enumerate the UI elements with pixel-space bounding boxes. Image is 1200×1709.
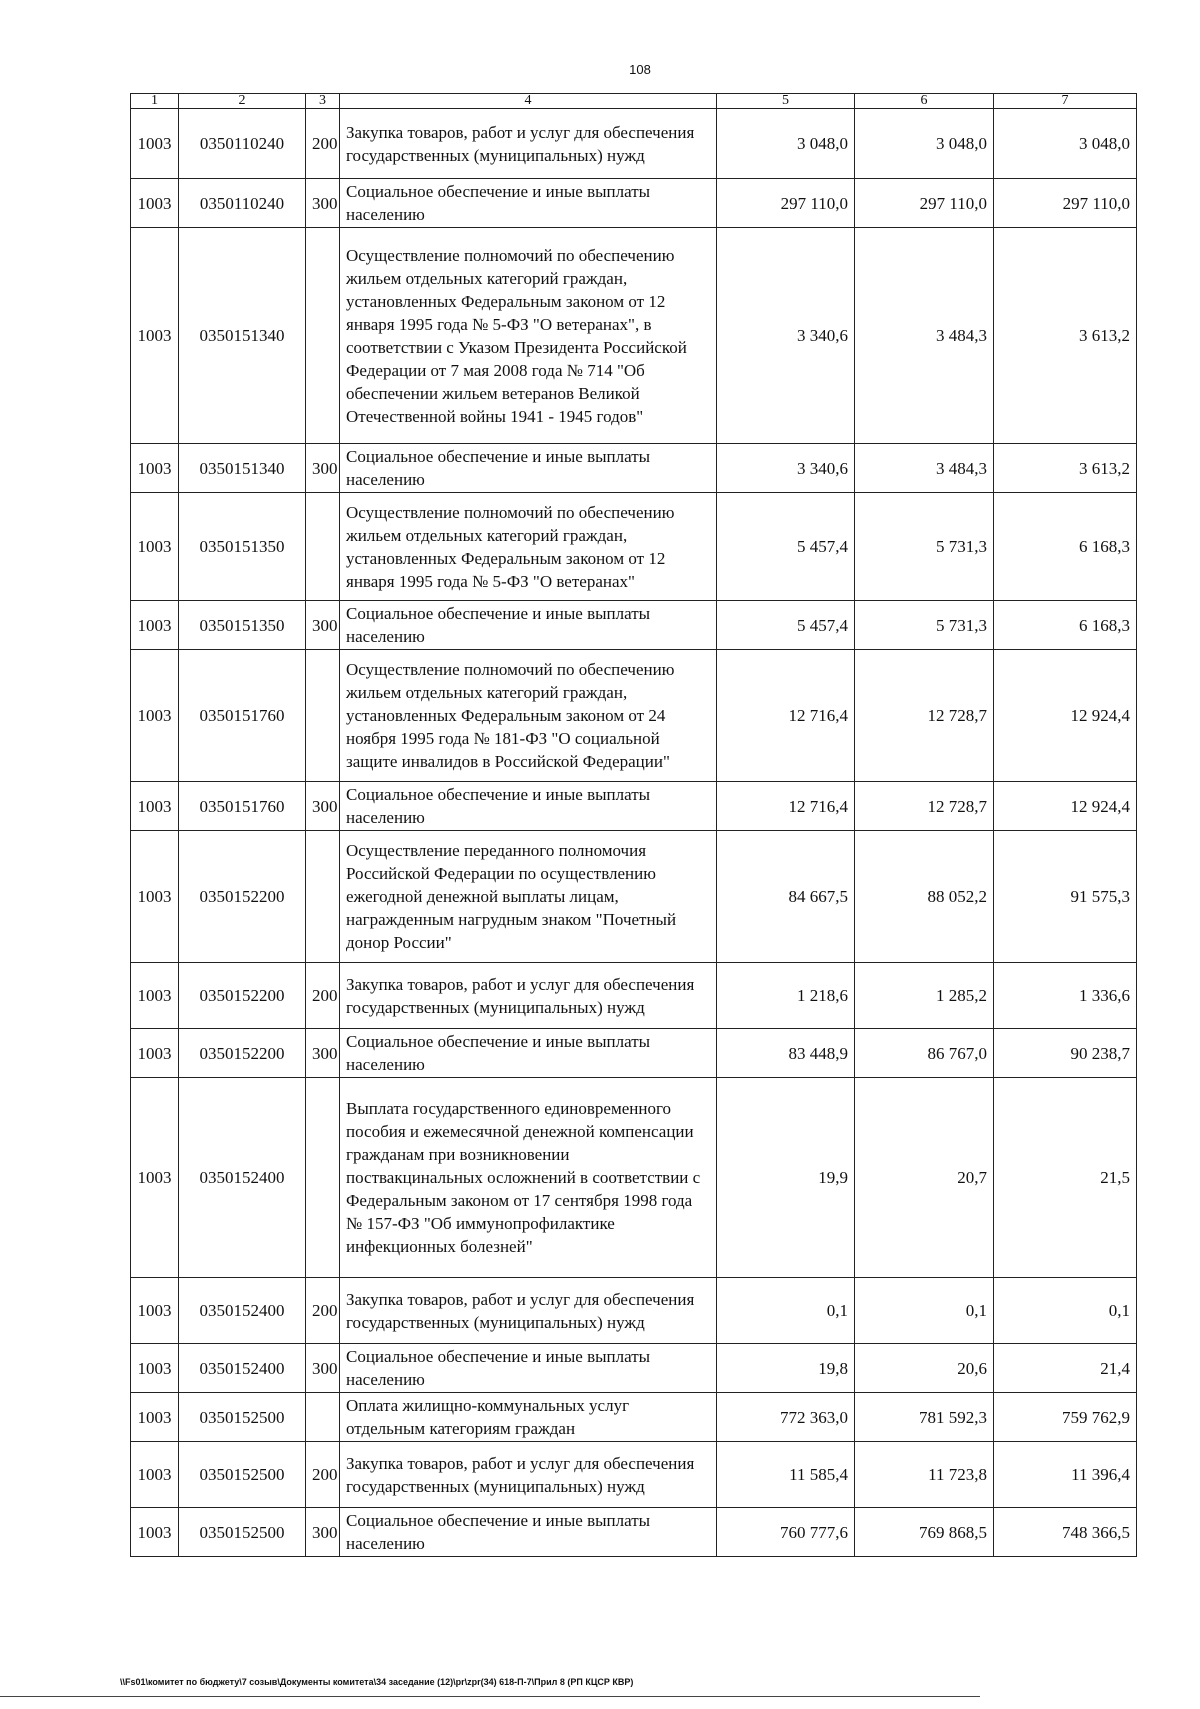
footer-file-path: \\Fs01\комитет по бюджету\7 созыв\Документы комитета\34 заседание (12)\pr\zpr(34) 618-П-7\Прил 8 (РП КЦСР КВР) [120,1677,634,1687]
section-code-cell: 1003 [131,1344,179,1393]
description-cell: Осуществление полномочий по обеспечению жильем отдельных категорий граждан, установленных Федеральным законом от 12 января 1995 года № 5-ФЗ "О ветеранах", в соответствии с Указом Президента Российской Федерации от 7 мая 2008 года № 714 "Об обеспечении жильем ветеранов Великой Отечественной войны 1941 - 1945 годов" [340,228,717,444]
section-code-cell: 1003 [131,1078,179,1278]
amount-year-3-cell: 21,5 [994,1078,1137,1278]
target-article-code-cell: 0350151350 [179,601,306,650]
column-header-2: 2 [179,94,306,109]
amount-year-2-cell: 20,6 [855,1344,994,1393]
section-code-cell: 1003 [131,963,179,1029]
expense-type-code-cell: 300 [306,1508,340,1557]
amount-year-1-cell: 12 716,4 [717,782,855,831]
amount-year-3-cell: 0,1 [994,1278,1137,1344]
amount-year-2-cell: 0,1 [855,1278,994,1344]
description-cell: Социальное обеспечение и иные выплаты населению [340,601,717,650]
expense-type-code-cell: 300 [306,444,340,493]
expense-type-code-cell: 200 [306,1278,340,1344]
amount-year-3-cell: 91 575,3 [994,831,1137,963]
amount-year-2-cell: 12 728,7 [855,782,994,831]
amount-year-2-cell: 3 484,3 [855,444,994,493]
amount-year-3-cell: 90 238,7 [994,1029,1137,1078]
target-article-code-cell: 0350151340 [179,444,306,493]
expense-type-code-cell: 300 [306,782,340,831]
table-row [131,1442,1137,1508]
amount-year-3-cell: 748 366,5 [994,1508,1137,1557]
description-cell: Закупка товаров, работ и услуг для обеспечения государственных (муниципальных) нужд [340,109,717,179]
section-code-cell: 1003 [131,1508,179,1557]
section-code-cell: 1003 [131,444,179,493]
table-row [131,1393,1137,1442]
description-cell: Социальное обеспечение и иные выплаты населению [340,782,717,831]
amount-year-1-cell: 11 585,4 [717,1442,855,1508]
table-row [131,963,1137,1029]
section-code-cell: 1003 [131,179,179,228]
amount-year-1-cell: 3 340,6 [717,444,855,493]
amount-year-3-cell: 3 613,2 [994,444,1137,493]
target-article-code-cell: 0350110240 [179,179,306,228]
description-cell: Социальное обеспечение и иные выплаты населению [340,1029,717,1078]
expense-type-code-cell: 200 [306,109,340,179]
description-cell: Осуществление переданного полномочия Российской Федерации по осуществлению ежегодной денежной выплаты лицам, награжденным нагрудным знаком "Почетный донор России" [340,831,717,963]
amount-year-2-cell: 5 731,3 [855,493,994,601]
target-article-code-cell: 0350152400 [179,1278,306,1344]
expense-type-code-cell: 200 [306,963,340,1029]
amount-year-1-cell: 12 716,4 [717,650,855,782]
table-row [131,601,1137,650]
expense-type-code-cell: 300 [306,1344,340,1393]
amount-year-1-cell: 772 363,0 [717,1393,855,1442]
column-header-4: 4 [340,94,717,109]
target-article-code-cell: 0350151760 [179,782,306,831]
target-article-code-cell: 0350152500 [179,1508,306,1557]
description-cell: Закупка товаров, работ и услуг для обеспечения государственных (муниципальных) нужд [340,963,717,1029]
target-article-code-cell: 0350152200 [179,831,306,963]
section-code-cell: 1003 [131,782,179,831]
target-article-code-cell: 0350151340 [179,228,306,444]
table-row [131,109,1137,179]
amount-year-2-cell: 86 767,0 [855,1029,994,1078]
expense-type-code-cell [306,1393,340,1442]
amount-year-2-cell: 781 592,3 [855,1393,994,1442]
column-header-5: 5 [717,94,855,109]
target-article-code-cell: 0350110240 [179,109,306,179]
expense-type-code-cell: 300 [306,179,340,228]
amount-year-3-cell: 6 168,3 [994,493,1137,601]
description-cell: Социальное обеспечение и иные выплаты населению [340,444,717,493]
table-body [131,109,1137,1557]
description-cell: Закупка товаров, работ и услуг для обеспечения государственных (муниципальных) нужд [340,1278,717,1344]
section-code-cell: 1003 [131,1278,179,1344]
description-cell: Осуществление полномочий по обеспечению жильем отдельных категорий граждан, установленных Федеральным законом от 24 ноября 1995 года № 181-ФЗ "О социальной защите инвалидов в Российской Федерации" [340,650,717,782]
amount-year-1-cell: 760 777,6 [717,1508,855,1557]
target-article-code-cell: 0350152400 [179,1078,306,1278]
amount-year-3-cell: 759 762,9 [994,1393,1137,1442]
amount-year-2-cell: 297 110,0 [855,179,994,228]
section-code-cell: 1003 [131,601,179,650]
table-row [131,1508,1137,1557]
budget-table [130,93,1137,1557]
table-row [131,1078,1137,1278]
amount-year-2-cell: 769 868,5 [855,1508,994,1557]
amount-year-1-cell: 297 110,0 [717,179,855,228]
description-cell: Социальное обеспечение и иные выплаты населению [340,179,717,228]
section-code-cell: 1003 [131,228,179,444]
footer-divider [0,1696,980,1697]
section-code-cell: 1003 [131,831,179,963]
section-code-cell: 1003 [131,1393,179,1442]
target-article-code-cell: 0350152400 [179,1344,306,1393]
amount-year-1-cell: 5 457,4 [717,493,855,601]
amount-year-2-cell: 11 723,8 [855,1442,994,1508]
expense-type-code-cell [306,1078,340,1278]
amount-year-2-cell: 12 728,7 [855,650,994,782]
target-article-code-cell: 0350152500 [179,1393,306,1442]
description-cell: Социальное обеспечение и иные выплаты населению [340,1508,717,1557]
amount-year-3-cell: 1 336,6 [994,963,1137,1029]
amount-year-1-cell: 84 667,5 [717,831,855,963]
column-header-3: 3 [306,94,340,109]
expense-type-code-cell: 300 [306,601,340,650]
section-code-cell: 1003 [131,650,179,782]
description-cell: Социальное обеспечение и иные выплаты населению [340,1344,717,1393]
table-row [131,1278,1137,1344]
amount-year-2-cell: 20,7 [855,1078,994,1278]
amount-year-1-cell: 5 457,4 [717,601,855,650]
amount-year-3-cell: 6 168,3 [994,601,1137,650]
table-row [131,1344,1137,1393]
table-row [131,831,1137,963]
amount-year-1-cell: 3 048,0 [717,109,855,179]
table-row [131,1029,1137,1078]
amount-year-3-cell: 297 110,0 [994,179,1137,228]
table-row [131,179,1137,228]
amount-year-1-cell: 3 340,6 [717,228,855,444]
amount-year-1-cell: 0,1 [717,1278,855,1344]
expense-type-code-cell [306,831,340,963]
expense-type-code-cell: 300 [306,1029,340,1078]
table-row [131,493,1137,601]
amount-year-1-cell: 19,8 [717,1344,855,1393]
amount-year-3-cell: 3 048,0 [994,109,1137,179]
target-article-code-cell: 0350151350 [179,493,306,601]
expense-type-code-cell [306,228,340,444]
target-article-code-cell: 0350152200 [179,1029,306,1078]
expense-type-code-cell [306,493,340,601]
header-row [131,94,1137,109]
table-row [131,444,1137,493]
amount-year-3-cell: 11 396,4 [994,1442,1137,1508]
amount-year-3-cell: 12 924,4 [994,782,1137,831]
amount-year-1-cell: 19,9 [717,1078,855,1278]
column-header-1: 1 [131,94,179,109]
expense-type-code-cell [306,650,340,782]
amount-year-2-cell: 88 052,2 [855,831,994,963]
section-code-cell: 1003 [131,1442,179,1508]
amount-year-1-cell: 1 218,6 [717,963,855,1029]
column-header-7: 7 [994,94,1137,109]
column-header-6: 6 [855,94,994,109]
description-cell: Закупка товаров, работ и услуг для обеспечения государственных (муниципальных) нужд [340,1442,717,1508]
amount-year-2-cell: 5 731,3 [855,601,994,650]
expense-type-code-cell: 200 [306,1442,340,1508]
amount-year-2-cell: 3 048,0 [855,109,994,179]
target-article-code-cell: 0350152500 [179,1442,306,1508]
table-row [131,228,1137,444]
amount-year-2-cell: 1 285,2 [855,963,994,1029]
section-code-cell: 1003 [131,1029,179,1078]
description-cell: Оплата жилищно-коммунальных услуг отдельным категориям граждан [340,1393,717,1442]
target-article-code-cell: 0350151760 [179,650,306,782]
amount-year-1-cell: 83 448,9 [717,1029,855,1078]
section-code-cell: 1003 [131,493,179,601]
amount-year-3-cell: 3 613,2 [994,228,1137,444]
description-cell: Выплата государственного единовременного пособия и ежемесячной денежной компенсации гражданам при возникновении поствакцинальных осложнений в соответствии с Федеральным законом от 17 сентября 1998 года № 157-ФЗ "Об иммунопрофилактике инфекционных болезней" [340,1078,717,1278]
page-number: 108 [629,62,651,77]
table-row [131,650,1137,782]
section-code-cell: 1003 [131,109,179,179]
amount-year-3-cell: 12 924,4 [994,650,1137,782]
amount-year-2-cell: 3 484,3 [855,228,994,444]
amount-year-3-cell: 21,4 [994,1344,1137,1393]
table-row [131,782,1137,831]
target-article-code-cell: 0350152200 [179,963,306,1029]
description-cell: Осуществление полномочий по обеспечению жильем отдельных категорий граждан, установленных Федеральным законом от 12 января 1995 года № 5-ФЗ "О ветеранах" [340,493,717,601]
